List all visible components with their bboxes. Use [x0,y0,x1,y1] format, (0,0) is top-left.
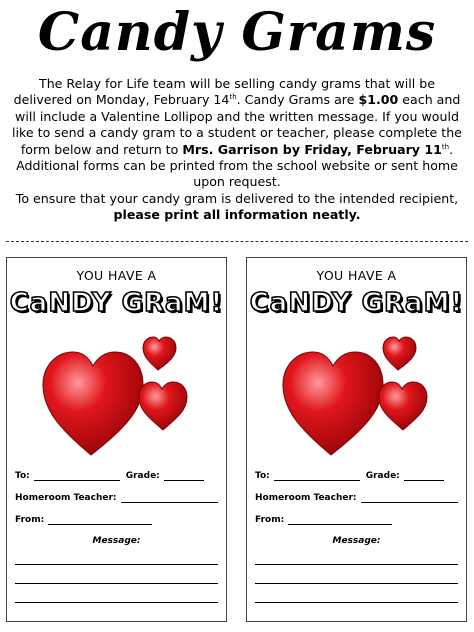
homeroom-field[interactable]: Homeroom Teacher: [15,492,218,503]
message-line[interactable] [15,564,218,565]
message-line[interactable] [255,602,458,603]
message-line[interactable] [15,583,218,584]
to-field[interactable]: To: Grade: [15,470,218,481]
you-have-heading: YOU HAVE A [316,268,397,283]
you-have-heading: YOU HAVE A [76,268,157,283]
candy-gram-heading: CaNDY GRaM! [249,288,464,318]
hearts-icon [41,330,191,458]
page-title: Candy Grams [37,2,437,63]
intro-text: The Relay for Life team will be selling candy grams that will be delivered on Monday, February 14th. Candy Grams are $1.00 each and will include a Valentine Lollipop and the written message. If you would like to send a candy gram to a student or teacher, please complete the form below and return to Mrs. Garrison by Friday, February 11th. Additional forms can be printed from the school website or sent home upon request. To ensure that your candy gram is delivered to the intended recipient, please print all information neatly. [12,76,462,223]
message-line[interactable] [255,583,458,584]
message-label: Message: [92,536,141,546]
from-field[interactable]: From: [255,514,458,525]
from-field[interactable]: From: [15,514,218,525]
hearts-icon [281,330,431,458]
candy-gram-form-right [246,257,467,622]
candy-gram-heading: CaNDY GRaM! [9,288,224,318]
message-label: Message: [332,536,381,546]
cut-line-divider [6,241,468,242]
to-field[interactable]: To: Grade: [255,470,458,481]
message-line[interactable] [255,564,458,565]
message-line[interactable] [15,602,218,603]
candy-gram-form-left [6,257,227,622]
homeroom-field[interactable]: Homeroom Teacher: [255,492,458,503]
